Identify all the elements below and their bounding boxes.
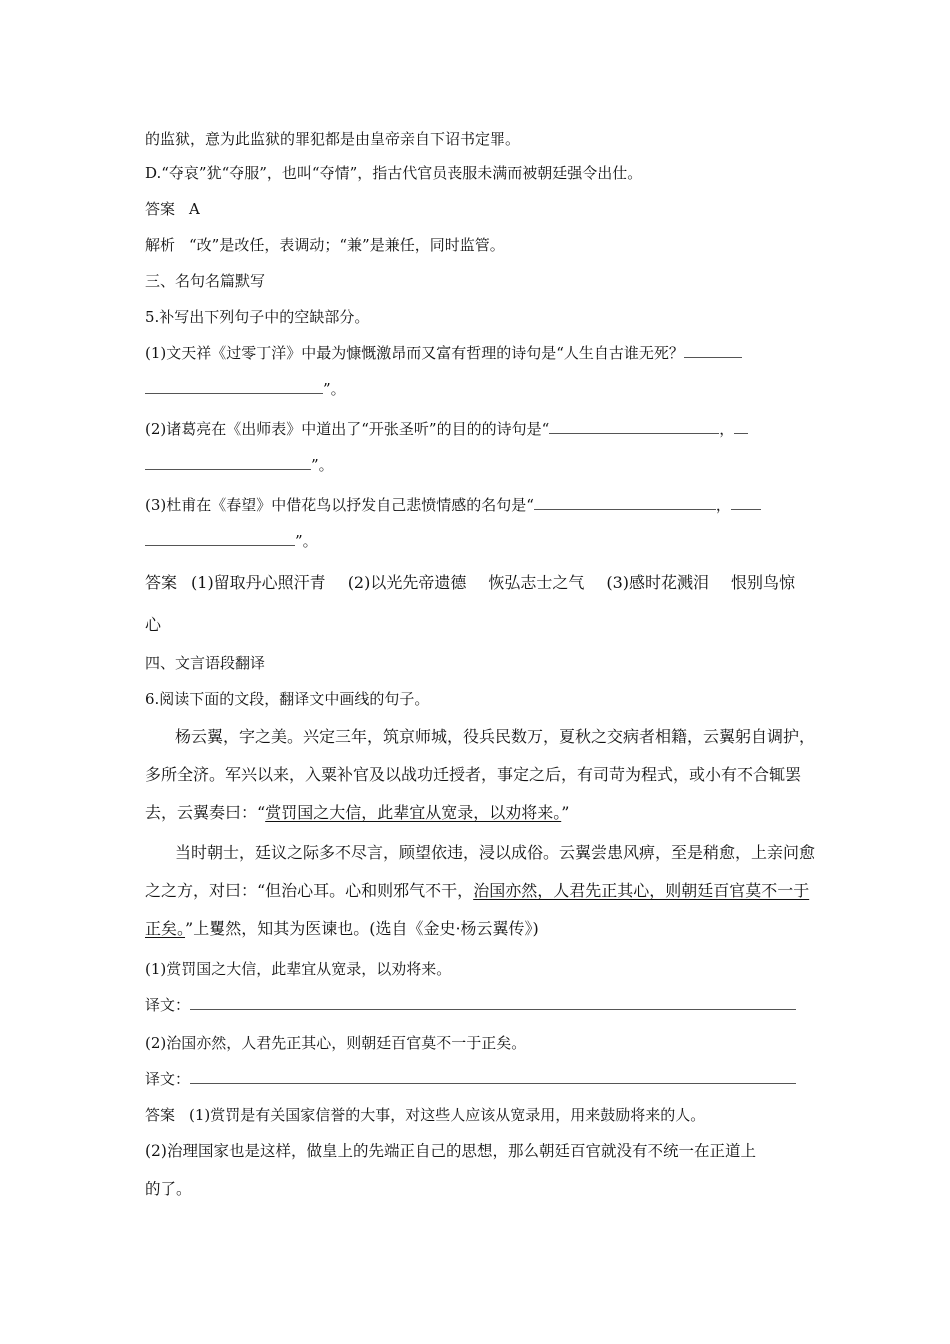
comma: ， bbox=[719, 420, 735, 438]
question-text: (1)文天祥《过零丁洋》中最为慷慨激昂而又富有哲理的诗句是“人生自古谁无死？ bbox=[145, 344, 684, 362]
answer-blank[interactable] bbox=[734, 418, 748, 434]
answer-blank[interactable] bbox=[145, 378, 323, 394]
closing-quote: ”。 bbox=[323, 380, 346, 398]
answer-part: (3)感时花溅泪 bbox=[606, 573, 710, 592]
passage-text: 去，云翼奏曰：“ bbox=[145, 803, 266, 822]
answer-6-2: (2)治理国家也是这样，做皇上的先端正自己的思想，那么朝廷百官就没有不统一在正道上 bbox=[145, 1142, 756, 1160]
translation-item-2: (2)治国亦然，人君先正其心，则朝廷百官莫不一于正矣。 bbox=[145, 1034, 527, 1052]
answer-4 bbox=[145, 198, 200, 220]
underlined-sentence: 赏罚国之大信，此辈宜从宽录，以劝将来。 bbox=[265, 803, 562, 822]
answer-blank[interactable] bbox=[145, 454, 311, 470]
explanation-text: “改”是改任，表调动；“兼”是兼任，同时监管。 bbox=[189, 236, 505, 254]
answer-value: A bbox=[189, 200, 200, 218]
answer-blank[interactable] bbox=[534, 494, 716, 510]
question-5-3-cont bbox=[145, 530, 318, 552]
question-text: (2)诸葛亮在《出师表》中道出了“开张圣听”的目的的诗句是“ bbox=[145, 420, 550, 438]
translation-answer-2 bbox=[145, 1068, 796, 1090]
underlined-sentence: 正矣。 bbox=[145, 919, 186, 938]
section-heading-4: 四、文言语段翻译 bbox=[145, 654, 266, 672]
passage-line: 多所全济。军兴以来，入粟补官及以战功迁授者，事定之后，有司苛为程式，或小有不合辄罢 bbox=[145, 765, 802, 784]
question-5-2 bbox=[145, 418, 748, 440]
explanation-4 bbox=[145, 234, 505, 256]
answer-part: 恢弘志士之气 bbox=[488, 573, 585, 592]
passage-line bbox=[145, 802, 569, 824]
translation-label: 译文： bbox=[145, 996, 191, 1014]
passage-line: 杨云翼，字之美。兴定三年，筑京师城，役兵民数万，夏秋之交病者相籍，云翼躬自调护， bbox=[175, 727, 816, 746]
underlined-sentence: 治国亦然，人君先正其心，则朝廷百官莫不一于 bbox=[473, 881, 810, 900]
answer-text: (1)赏罚是有关国家信誉的大事，对这些人应该从宽录用，用来鼓励将来的人。 bbox=[189, 1106, 706, 1124]
question-5: 5.补写出下列句子中的空缺部分。 bbox=[145, 308, 370, 326]
text-line: 的监狱，意为此监狱的罪犯都是由皇帝亲自下诏书定罪。 bbox=[145, 130, 521, 148]
explanation-label: 解析 bbox=[145, 236, 176, 254]
question-5-2-cont bbox=[145, 454, 334, 476]
translation-label: 译文： bbox=[145, 1070, 191, 1088]
answer-part: 恨别鸟惊 bbox=[731, 573, 796, 592]
answer-blank[interactable] bbox=[549, 418, 719, 434]
answer-blank[interactable] bbox=[684, 342, 742, 358]
question-5-1-cont bbox=[145, 378, 346, 400]
option-d: D.“夺哀”犹“夺服”，也叫“夺情”，指古代官员丧服未满而被朝廷强令出仕。 bbox=[145, 164, 643, 182]
closing-quote: ”。 bbox=[295, 532, 318, 550]
answer-label: 答案 bbox=[145, 200, 176, 218]
translation-answer-1 bbox=[145, 994, 796, 1016]
answer-6-2-cont: 的了。 bbox=[145, 1180, 192, 1198]
question-5-1 bbox=[145, 342, 742, 364]
translation-blank[interactable] bbox=[190, 994, 796, 1010]
closing-quote: ”。 bbox=[311, 456, 334, 474]
question-6: 6.阅读下面的文段，翻译文中画线的句子。 bbox=[145, 690, 430, 708]
answer-part: (1)留取丹心照汗青 bbox=[191, 573, 326, 592]
answer-part: (2)以光先帝遗德 bbox=[347, 573, 467, 592]
passage-text: ” bbox=[561, 803, 570, 822]
translation-item-1: (1)赏罚国之大信，此辈宜从宽录，以劝将来。 bbox=[145, 960, 452, 978]
answer-blank[interactable] bbox=[145, 530, 295, 546]
passage-line bbox=[145, 880, 809, 902]
section-heading-3: 三、名句名篇默写 bbox=[145, 272, 266, 290]
passage-text: ”上矍然，知其为医谏也。(选自《金史·杨云翼传》) bbox=[185, 919, 539, 938]
question-5-3 bbox=[145, 494, 761, 516]
answer-label: 答案 bbox=[145, 1106, 176, 1124]
answer-5-cont: 心 bbox=[145, 615, 162, 634]
answer-blank[interactable] bbox=[731, 494, 761, 510]
passage-text: 之之方，对曰：“但治心耳。心和则邪气不干， bbox=[145, 881, 474, 900]
question-text: (3)杜甫在《春望》中借花鸟以抒发自己悲愤情感的名句是“ bbox=[145, 496, 534, 514]
answer-label: 答案 bbox=[145, 573, 178, 592]
translation-blank[interactable] bbox=[190, 1068, 796, 1084]
answer-6-1 bbox=[145, 1104, 705, 1126]
passage-line: 当时朝士，廷议之际多不尽言，顾望依违，浸以成俗。云翼尝患风痹，至是稍愈，上亲问愈 bbox=[175, 843, 816, 862]
comma: ， bbox=[715, 496, 731, 514]
passage-line bbox=[145, 918, 539, 940]
answer-5 bbox=[145, 572, 795, 594]
